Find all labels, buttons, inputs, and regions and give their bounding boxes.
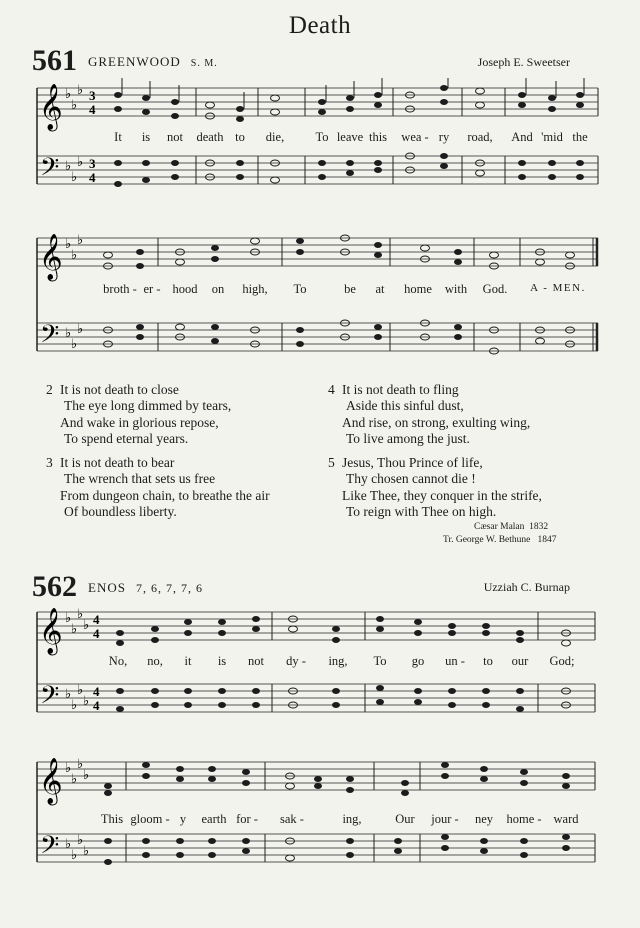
verse-line: It is not death to fling [342,382,459,397]
translator-credit [443,535,556,545]
syllable: wea - [401,130,429,144]
tune-title: GREENWOOD [88,54,181,69]
bass-staff [37,323,598,351]
svg-text:♭: ♭ [77,233,84,248]
treble-staff [37,88,598,116]
syllable: no, [147,654,163,668]
bass-notes [116,685,571,712]
syllable: sak - [280,812,304,826]
syllable: Our [395,812,415,826]
syllable: dy - [286,654,306,668]
syllable: road, [467,130,493,144]
bass-clef-icon: 𝄢 [40,681,60,716]
svg-text:♭: ♭ [77,833,84,848]
svg-text:♭: ♭ [65,326,72,341]
verse-2 [46,382,270,447]
verse-number: 2 [46,382,53,397]
credit-name: Cæsar Malan [474,522,525,532]
tune-meter: S. M. [190,58,218,69]
verses-right-column [328,382,542,528]
syllable: with [444,282,468,296]
verse-line: The eye long dimmed by tears, [64,398,232,414]
syllable: death [196,130,224,144]
svg-text:♭: ♭ [71,248,78,263]
syllable: To [293,282,307,296]
syllable: ing, [328,654,348,668]
verse-line: Of boundless liberty. [64,504,177,520]
svg-text:♭: ♭ [83,618,90,633]
verse-line: Jesus, Thou Prince of life, [342,455,483,471]
svg-text:4: 4 [89,102,96,117]
verse-number: 5 [328,455,335,471]
bass-staff [37,834,595,862]
hymn-number-562: 562 [32,570,77,603]
syllable: earth [201,812,227,826]
verse-line: It is not death to close [60,382,179,397]
svg-text:♭: ♭ [65,159,72,174]
key-signature [65,757,89,863]
tune-name-enos [88,580,203,596]
bass-clef-icon: 𝄢 [40,153,60,188]
music-system-561-2 [0,228,640,368]
syllable: high, [242,282,268,296]
svg-text:♭: ♭ [77,757,84,772]
svg-text:♭: ♭ [77,155,84,170]
syllable: the [572,130,588,144]
syllable: er - [143,282,161,296]
verse-line: Aside this sinful dust, [346,398,464,414]
syllable: on [211,282,225,296]
hymn-number-561: 561 [32,44,77,77]
bass-clef-icon: 𝄢 [40,320,60,355]
verse-5 [328,455,542,520]
syllable: home - [506,812,542,826]
syllable: it [184,654,192,668]
verse-line: The wrench that sets us free [64,471,216,487]
verse-number: 4 [328,382,335,397]
svg-text:♭: ♭ [65,611,72,626]
svg-text:4: 4 [93,698,100,713]
syllable: to [483,654,493,668]
section-title: Death [288,12,352,39]
treble-clef-icon: 𝄞 [39,608,63,654]
svg-text:♭: ♭ [77,683,84,698]
syllable: God; [549,654,575,668]
treble-notes [114,85,584,122]
syllable: To [315,130,329,144]
verse-number: 3 [46,455,53,471]
syllable: home [404,282,432,296]
treble-clef-icon: 𝄞 [39,758,63,804]
syllable: jour - [431,812,459,826]
svg-text:♭: ♭ [77,322,84,337]
svg-text:♭: ♭ [71,698,78,713]
syllable: And [511,130,533,144]
amen: A - MEN. [530,282,586,294]
treble-notes [116,616,571,646]
svg-text:♭: ♭ [77,83,84,98]
syllable: not [167,130,183,144]
syllable: un - [445,654,465,668]
syllable: This [100,812,124,826]
syllable: our [511,654,529,668]
verse-line: And wake in glorious repose, [60,414,219,430]
verse-line: To reign with Thee on high. [346,504,497,520]
verse-line: And rise, on strong, exulting wing, [342,414,531,430]
syllable: this [368,130,388,144]
bass-notes [104,834,570,865]
syllable: gloom - [130,812,170,826]
svg-text:♭: ♭ [71,170,78,185]
composer-561: Joseph E. Sweetser [477,55,570,69]
credit-year: 1847 [537,535,557,545]
tune-title: ENOS [88,580,126,595]
verse-4 [328,382,542,447]
bass-clef-icon: 𝄢 [40,831,60,866]
syllable: hood [172,282,198,296]
svg-text:♭: ♭ [65,837,72,852]
syllable: ney [474,812,494,826]
syllable: is [217,654,227,668]
verse-line: To spend eternal years. [64,430,189,446]
lyrics-562-line1 [0,654,640,670]
lyrics-561-line2 [0,282,640,298]
svg-text:4: 4 [93,626,100,641]
syllable: It [114,130,122,144]
tune-meter: 7, 6, 7, 7, 6 [135,581,203,595]
svg-text:♭: ♭ [65,687,72,702]
svg-text:♭: ♭ [71,622,78,637]
verse-line: To live among the just. [346,430,470,446]
bass-staff [37,156,598,184]
syllable: God. [482,282,508,296]
verses-left-column [46,382,270,528]
lyrics-562-line2 [0,812,640,828]
syllable: ry [438,130,450,144]
syllable: for - [236,812,258,826]
svg-text:4: 4 [93,684,100,699]
svg-text:♭: ♭ [71,772,78,787]
syllable: be [344,282,356,296]
syllable: No, [108,654,128,668]
credit-name: Tr. George W. Bethune [443,535,531,545]
svg-text:♭: ♭ [83,768,90,783]
verse-line: It is not death to bear [60,455,175,471]
svg-text:3: 3 [89,88,96,103]
syllable: To [373,654,387,668]
svg-text:♭: ♭ [71,337,78,352]
svg-text:3: 3 [89,156,96,171]
svg-text:♭: ♭ [77,607,84,622]
syllable: y [179,812,187,826]
svg-text:♭: ♭ [83,694,90,709]
svg-text:♭: ♭ [71,98,78,113]
treble-staff [37,238,598,266]
verse-3 [46,455,270,520]
syllable: at [375,282,385,296]
syllable: die, [265,130,285,144]
lyrics-561-line1 [0,130,640,146]
treble-clef-icon: 𝄞 [39,84,63,130]
treble-notes [104,762,570,796]
svg-text:♭: ♭ [83,844,90,859]
syllable: not [248,654,264,668]
svg-text:♭: ♭ [65,761,72,776]
svg-text:♭: ♭ [71,848,78,863]
syllable: ing, [342,812,362,826]
syllable: ward [553,812,579,826]
svg-text:♭: ♭ [65,87,72,102]
treble-clef-icon: 𝄞 [39,234,63,280]
svg-text:♭: ♭ [65,237,72,252]
verse-line: From dungeon chain, to breathe the air [60,487,270,503]
verse-line: Like Thee, they conquer in the strife, [342,487,542,503]
author-credit [474,522,548,532]
treble-stems [122,78,584,109]
credit-year: 1832 [529,522,549,532]
svg-text:4: 4 [89,170,96,185]
verse-line: Thy chosen cannot die ! [346,471,476,487]
composer-562: Uzziah C. Burnap [483,580,570,594]
syllable: to [235,130,245,144]
syllable: broth - [103,282,137,296]
syllable: 'mid [541,130,563,144]
syllable: is [141,130,151,144]
syllable: leave [336,130,364,144]
tune-name-greenwood [88,54,218,70]
syllable: go [411,654,425,668]
svg-text:4: 4 [93,612,100,627]
